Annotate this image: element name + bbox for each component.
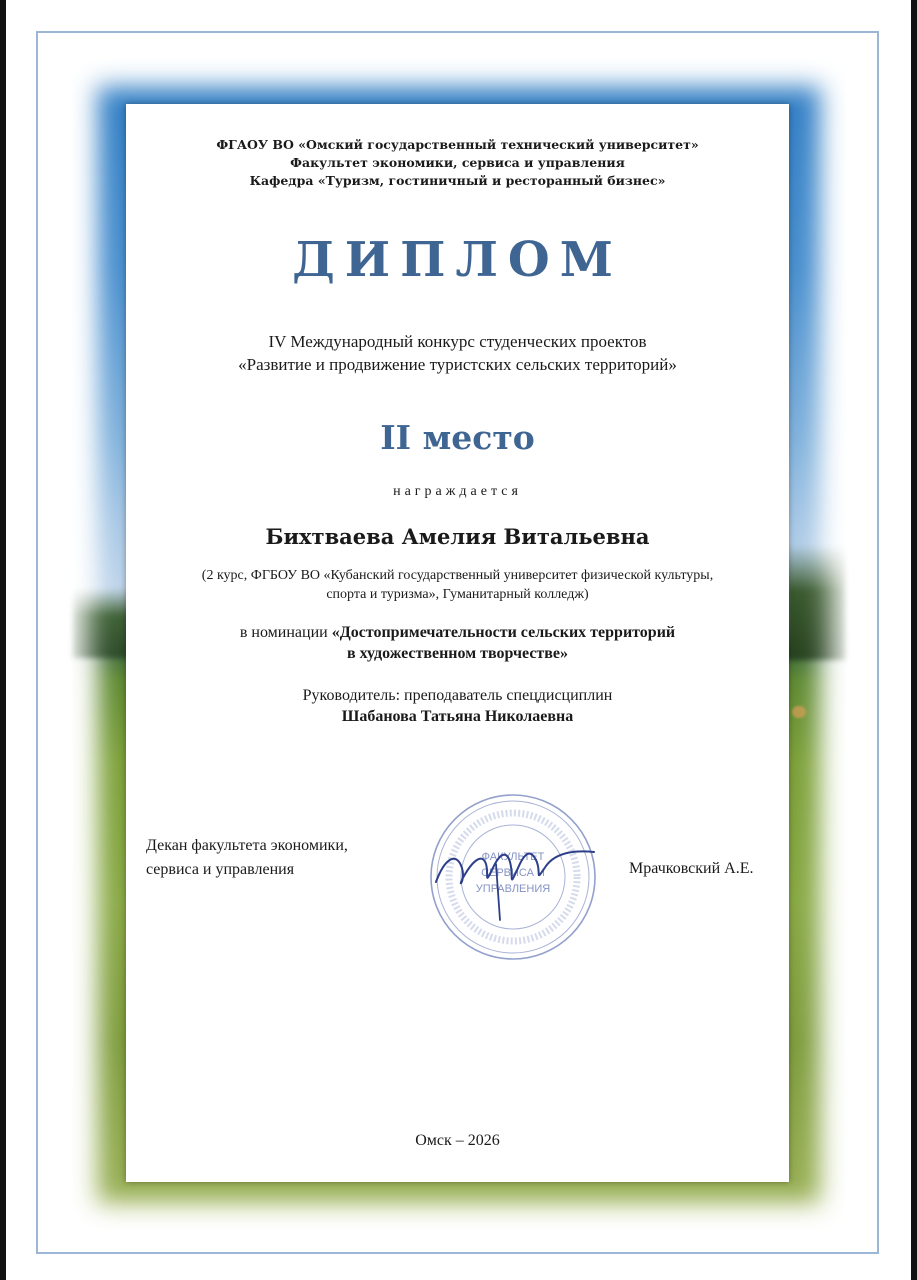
place-award: II место bbox=[380, 418, 535, 457]
hay-bale bbox=[792, 706, 806, 718]
dean-title bbox=[146, 834, 348, 882]
nomination bbox=[126, 622, 789, 664]
contest-name bbox=[126, 330, 789, 376]
supervisor-name: Шабанова Татьяна Николаевна bbox=[341, 708, 574, 725]
dean-title-line-1: Декан факультета экономики, bbox=[146, 837, 348, 854]
contest-line-1: IV Международный конкурс студенческих проектов bbox=[268, 332, 647, 351]
recipient-institution bbox=[126, 566, 789, 604]
supervisor-label: Руководитель: преподаватель спецдисциплин bbox=[302, 687, 613, 704]
org-line-2: Факультет экономики, сервиса и управления bbox=[290, 155, 625, 170]
recipient-name: Бихтваева Амелия Витальевна bbox=[265, 524, 650, 549]
nomination-title-line-2: в художественном творчестве» bbox=[346, 645, 569, 662]
supervisor bbox=[126, 685, 789, 727]
diploma-paper bbox=[126, 104, 789, 1182]
dean-name: Мрачковский А.Е. bbox=[629, 860, 754, 877]
screen-edge-right bbox=[911, 0, 917, 1280]
stamp-text-1: ФАКУЛЬТЕТ bbox=[481, 851, 545, 863]
official-stamp-seal bbox=[426, 790, 600, 964]
institution-line-1: (2 курс, ФГБОУ ВО «Кубанский государственный университет физической культуры, bbox=[201, 568, 714, 583]
org-line-1: ФГАОУ ВО «Омский государственный технический университет» bbox=[216, 137, 699, 152]
contest-line-2: «Развитие и продвижение туристских сельских территорий» bbox=[238, 355, 677, 374]
trees-left bbox=[72, 588, 132, 658]
city-year: Омск – 2026 bbox=[415, 1132, 500, 1149]
dean-title-line-2: сервиса и управления bbox=[146, 861, 295, 878]
organization-header bbox=[126, 136, 789, 190]
screen-edge-left bbox=[0, 0, 6, 1280]
awarded-label: награждается bbox=[393, 484, 522, 499]
org-line-3: Кафедра «Туризм, гостиничный и ресторанный бизнес» bbox=[249, 173, 666, 188]
trees-right bbox=[786, 545, 846, 660]
stamp-text-3: УПРАВЛЕНИЯ bbox=[475, 883, 551, 895]
institution-line-2: спорта и туризма», Гуманитарный колледж) bbox=[326, 587, 589, 602]
nomination-title-line-1: «Достопримечательности сельских территорий bbox=[331, 624, 676, 641]
diploma-title: ДИПЛОМ bbox=[292, 232, 623, 288]
stamp-text-2: СЕРВИСА И bbox=[481, 867, 545, 879]
nomination-prefix: в номинации bbox=[239, 624, 332, 641]
